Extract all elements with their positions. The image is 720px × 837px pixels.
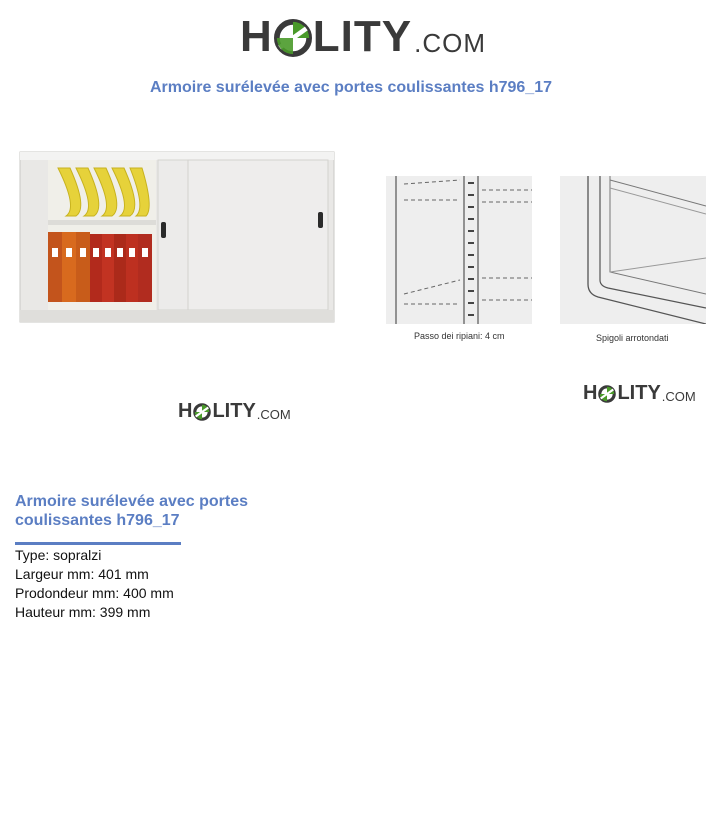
shelf-pitch-drawing [386, 176, 532, 324]
spec-width: Largeur mm: 401 mm [15, 566, 149, 582]
logo-o-mark-icon [193, 403, 211, 421]
logo-o-mark-icon [598, 385, 616, 403]
spec-type: Type: sopralzi [15, 547, 102, 563]
logo-domain: .COM [414, 27, 486, 58]
logo-prefix: H [178, 400, 193, 422]
holity-logo[interactable] [240, 12, 486, 62]
logo-o-mark-icon [274, 18, 312, 56]
product-specs [15, 546, 174, 622]
logo-prefix: H [583, 382, 598, 404]
logo-domain: .COM [256, 406, 291, 422]
rounded-edges-drawing [560, 176, 706, 324]
title-underline [15, 542, 181, 545]
logo-suffix: LITY [617, 382, 661, 404]
page-title: Armoire surélevée avec portes coulissantes h796_17 [150, 79, 552, 96]
logo-prefix: H [240, 12, 273, 61]
logo-suffix: LITY [212, 400, 256, 422]
product-photo [18, 148, 336, 324]
holity-logo-small [583, 382, 696, 405]
product-title: Armoire surélevée avec portes coulissantes h796_17 [15, 493, 249, 529]
holity-logo-small [178, 400, 291, 423]
logo-domain: .COM [661, 388, 696, 404]
logo-suffix: LITY [312, 12, 413, 61]
spec-height: Hauteur mm: 399 mm [15, 604, 151, 620]
spec-depth: Prodondeur mm: 400 mm [15, 585, 174, 601]
rounded-edges-caption: Spigoli arrotondati [596, 333, 669, 343]
shelf-pitch-caption: Passo dei ripiani: 4 cm [414, 331, 505, 341]
